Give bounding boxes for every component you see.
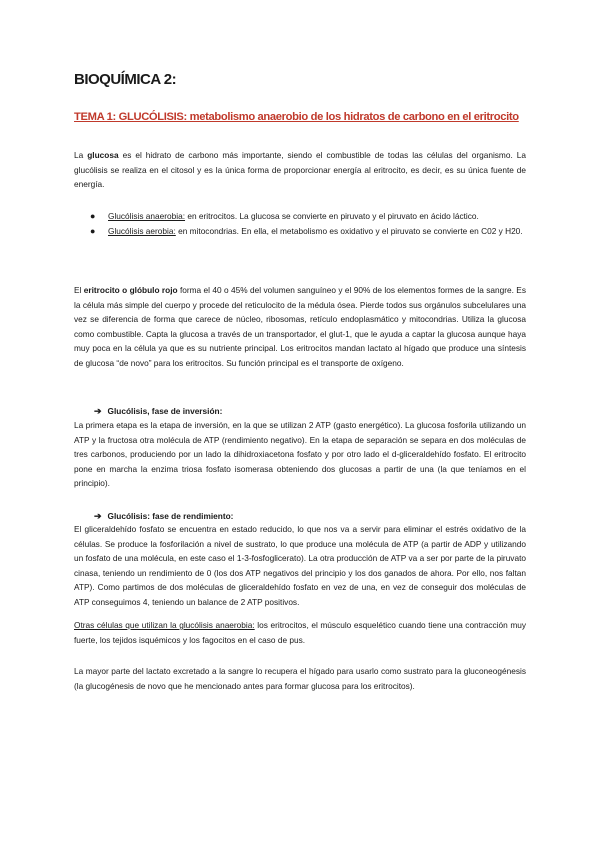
arrow-right-icon: ➔ <box>94 406 102 416</box>
otras-celulas-paragraph <box>74 618 526 647</box>
topic-heading: TEMA 1: GLUCÓLISIS: metabolismo anaerobio de los hidratos de carbono en el eritrocito <box>74 111 519 123</box>
intro-text-start: La <box>74 150 88 160</box>
rendimiento-heading-text: Glucólisis: fase de rendimiento: <box>107 511 234 521</box>
inversion-text: La primera etapa es la etapa de inversión, en la que se utilizan 2 ATP (gasto energético). La glucosa fosforila utilizando un ATP y la fructosa otra molécula de ATP (rendimiento negativo). En la etapa de separación se separa en dos moléculas de tres carbonos, produciendo por un lado la dihidroxiacetona fosfato y por otro lado el d-gliceraldehído fosfato. El eritrocito pone en marcha la enzima triosa fosfato isomerasa obteniendo dos glucosas a partir de una (la que teníamos en el principio). <box>74 420 526 489</box>
inversion-paragraph <box>74 418 526 491</box>
rendimiento-heading <box>94 509 233 523</box>
intro-paragraph <box>74 148 526 192</box>
eritrocito-text-rest: forma el 40 o 45% del volumen sanguíneo y el 90% de los elementos formes de la sangre. Es la célula más simple del cuerpo y procede del reticulocito de la médula ósea. Pierde todos sus orgánulos subcelulares una vez se diferencia de forma que carece de núcleo, ribosomas, retículo endoplasmático y mitocondrias. Utiliza la glucosa como combustible. Capta la glucosa a través de un transportador, el glut-1, que le ayuda a captar la glucosa aunque haya muy poca en la célula ya que es su nutriente principal. Los eritrocitos mandan lactato al hígado que produce una síntesis de glucosa “de novo” para los eritrocitos. Su función principal es el transporte de oxígeno. <box>74 285 526 368</box>
bullet-label: Glucólisis anaerobia: <box>108 211 186 221</box>
bullet-label: Glucólisis aerobia: <box>108 225 176 236</box>
inversion-heading-text: Glucólisis, fase de inversión: <box>107 406 223 416</box>
glycolysis-types-list <box>88 209 526 238</box>
arrow-right-icon: ➔ <box>94 511 102 521</box>
rendimiento-paragraph <box>74 522 526 610</box>
bullet-text: en eritrocitos. La glucosa se convierte en piruvato y el piruvato en ácido láctico. <box>185 211 479 221</box>
intro-text-rest: es el hidrato de carbono más importante, siendo el combustible de todas las células del organismo. La glucólisis se realiza en el citosol y es la única forma de proporcionar energía al eritrocito, es decir, es su única fuente de energía. <box>74 150 526 190</box>
term-glucosa: glucosa <box>87 150 119 160</box>
eritrocito-paragraph <box>74 283 526 371</box>
rendimiento-text: El gliceraldehído fosfato se encuentra en estado reducido, lo que nos va a servir para eliminar el estrés oxidativo de la células. Se produce la fosforilación a nivel de sustrato, lo que produce una molécula de ATP (a partir de ADP y utilizando un fosfato de una molécula, en este caso el 1-3-fosfoglicerato). La otra producción de ATP va a ser por parte de la piruvato cinasa, teniendo un rendimiento de 0 (los dos ATP negativos del principio y los dos ganados de ahora. Por ello, nos faltan ATP). Como partimos de dos moléculas de gliceraldehído fosfato en vez de una, en vez de conseguir dos moléculas de ATP conseguimos 4, teniendo un balance de 2 ATP positivos. <box>74 524 526 607</box>
bullet-icon: ● <box>90 225 96 236</box>
document-title: BIOQUÍMICA 2: <box>74 71 177 88</box>
term-eritrocito: eritrocito o glóbulo rojo <box>83 285 178 295</box>
eritrocito-text-start: El <box>74 285 84 295</box>
list-item <box>88 209 526 224</box>
lactato-text: La mayor parte del lactato excretado a la sangre lo recupera el hígado para usarlo como sustrato para la gluconeogénesis (la glucogénesis de novo que he mencionado antes para formar glucosa para los eritrocitos). <box>74 666 526 691</box>
inversion-heading <box>94 404 222 418</box>
lactato-paragraph <box>74 664 526 693</box>
bullet-icon: ● <box>90 211 96 221</box>
list-item <box>88 224 526 239</box>
otras-label: Otras células que utilizan la glucólisis anaerobia: <box>74 620 255 630</box>
bullet-text: en mitocondrias. En ella, el metabolismo es oxidativo y el piruvato se convierte en C02 y H20. <box>175 225 523 236</box>
otras-text: los eritrocitos, el músculo esquelético cuando tiene una contracción muy fuerte, los tejidos isquémicos y los fagocitos en el caso de pus. <box>74 620 526 645</box>
